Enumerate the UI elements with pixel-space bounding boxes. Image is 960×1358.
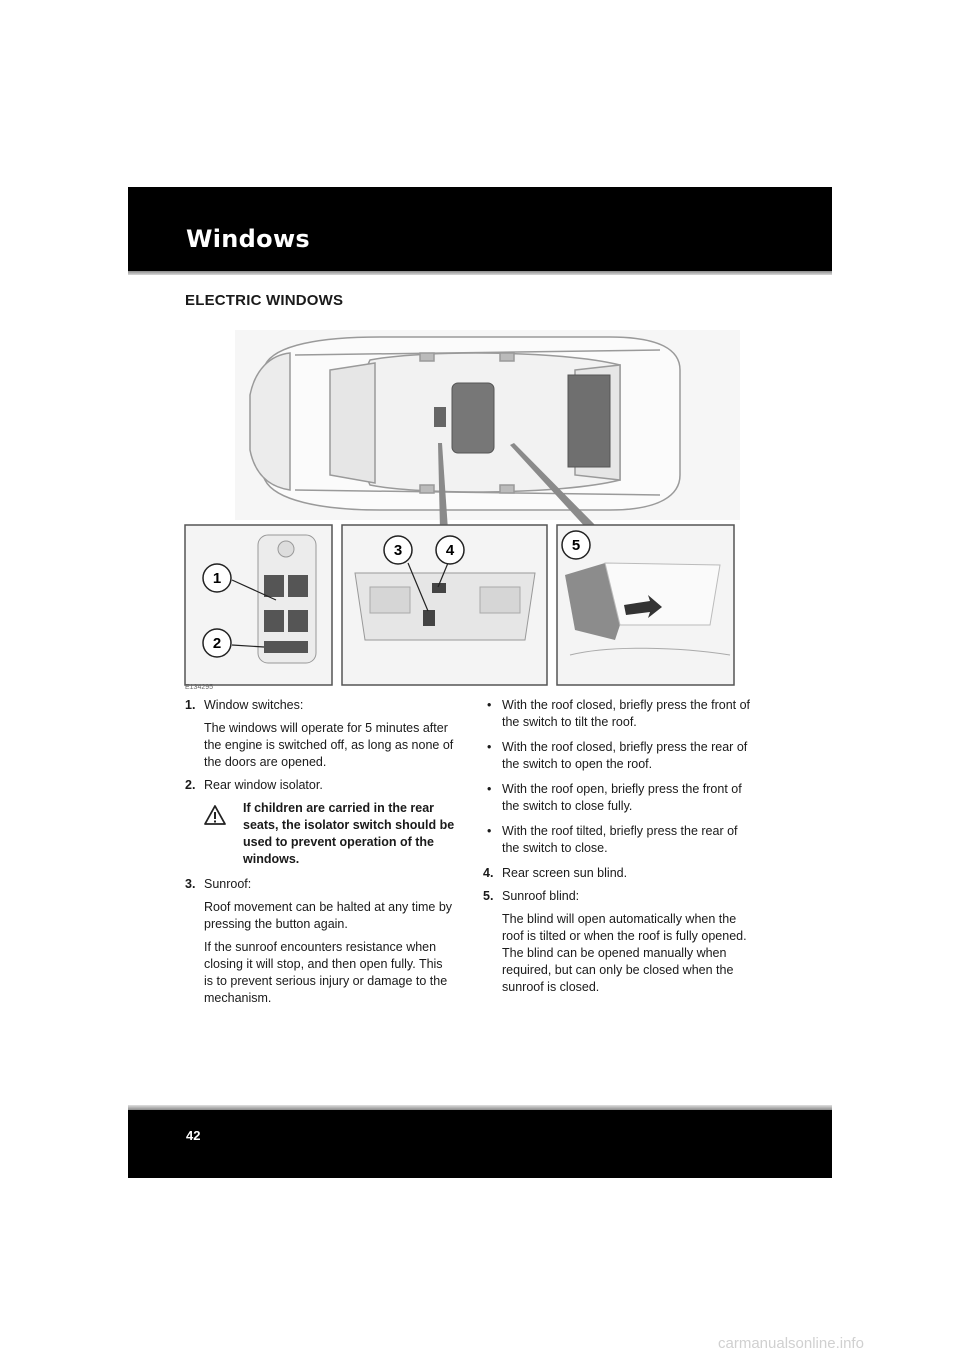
chapter-title: Windows: [186, 225, 311, 253]
item-description: The blind will open automatically when the roof is tilted or when the roof is fully opened. The blind can be opened manually when required, but can only be closed when the sunroof is closed.: [502, 912, 747, 994]
item-label: Rear window isolator.: [204, 778, 323, 792]
item-label: Sunroof blind:: [502, 889, 580, 903]
bullet-icon: •: [487, 782, 492, 796]
left-column: [185, 697, 455, 1013]
list-item: [185, 876, 455, 893]
callout-2: 2: [212, 635, 222, 652]
bullet-item: [483, 697, 753, 731]
right-column: [483, 697, 753, 1002]
panel-window-switches: [185, 525, 332, 685]
watermark: carmanualsonline.info: [718, 1335, 864, 1352]
warning-icon: [203, 804, 227, 826]
page-footer: [128, 1110, 832, 1178]
item-label: Window switches:: [204, 698, 304, 712]
item-description: Roof movement can be halted at any time by pressing the button again.: [204, 900, 453, 931]
bullet-text: With the roof open, briefly press the front of the switch to close fully.: [502, 782, 742, 813]
bullet-text: With the roof closed, briefly press the rear of the switch to open the roof.: [502, 740, 748, 771]
item-label: Sunroof:: [204, 877, 252, 891]
bullet-item: [483, 739, 753, 773]
bullet-icon: •: [487, 740, 492, 754]
item-number: 5.: [483, 889, 494, 903]
bullet-icon: •: [487, 824, 492, 838]
list-item: [185, 777, 455, 794]
sunroof-glass: [452, 383, 494, 453]
page-number: 42: [186, 1128, 201, 1143]
item-number: 2.: [185, 778, 196, 792]
rear-screen-blind: [568, 375, 610, 467]
callout-4: 4: [445, 542, 455, 559]
header-divider: [128, 271, 832, 275]
list-item: [483, 888, 753, 905]
bullet-item: [483, 823, 753, 857]
item-label: Rear screen sun blind.: [502, 866, 628, 880]
section-title: ELECTRIC WINDOWS: [185, 292, 344, 309]
item-number: 3.: [185, 877, 196, 891]
item-description: The windows will operate for 5 minutes after the engine is switched off, as long as none of the doors are opened.: [204, 721, 454, 769]
item-description: If the sunroof encounters resistance when closing it will stop, and then open fully. This is to prevent serious injury or damage to the mechanism.: [204, 940, 448, 1005]
page-header: [128, 187, 832, 271]
roof-console: [434, 407, 446, 427]
electric-windows-illustration: [180, 325, 740, 690]
list-item: [185, 697, 455, 714]
bullet-icon: •: [487, 698, 492, 712]
bullet-item: [483, 781, 753, 815]
bullet-text: With the roof tilted, briefly press the rear of the switch to close.: [502, 824, 738, 855]
callout-1: 1: [212, 570, 222, 587]
bullet-text: With the roof closed, briefly press the front of the switch to tilt the roof.: [502, 698, 751, 729]
warning-text: If children are carried in the rear seats, the isolator switch should be used to prevent operation of the windows.: [243, 801, 455, 866]
list-item: [483, 865, 753, 882]
figure-reference-code: E134295: [185, 684, 214, 690]
item-number: 1.: [185, 698, 196, 712]
callout-5: 5: [571, 537, 581, 554]
callout-3: 3: [393, 542, 403, 559]
warning-note: [185, 800, 455, 868]
item-number: 4.: [483, 866, 494, 880]
